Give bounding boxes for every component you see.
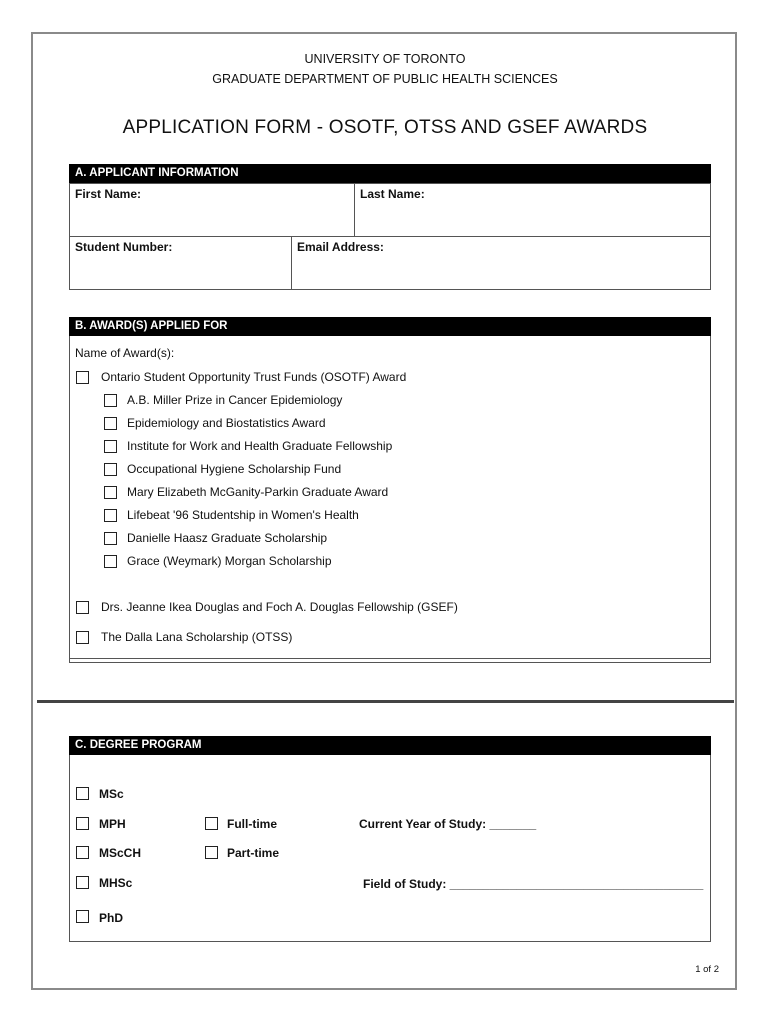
sub-award-checkbox[interactable] xyxy=(104,532,117,545)
awards-intro: Name of Award(s): xyxy=(75,346,175,360)
sub-award-label: A.B. Miller Prize in Cancer Epidemiology xyxy=(127,393,343,407)
student-number-field[interactable]: Student Number: xyxy=(75,240,173,254)
sub-award-label: Mary Elizabeth McGanity-Parkin Graduate Award xyxy=(127,485,389,499)
section-c-heading: C. DEGREE PROGRAM xyxy=(69,736,711,755)
sub-award-checkbox[interactable] xyxy=(104,509,117,522)
full-time-label: Full-time xyxy=(227,817,277,831)
university-name: UNIVERSITY OF TORONTO xyxy=(304,52,466,66)
sub-award-checkbox[interactable] xyxy=(104,555,117,568)
mph-checkbox[interactable] xyxy=(76,817,89,830)
osotf-label: Ontario Student Opportunity Trust Funds (OSOTF) Award xyxy=(101,370,407,384)
sub-award-label: Grace (Weymark) Morgan Scholarship xyxy=(127,554,332,568)
sub-award-checkbox[interactable] xyxy=(104,394,117,407)
degree-box xyxy=(69,755,711,942)
program-label: MPH xyxy=(99,817,126,831)
section-a-heading: A. APPLICANT INFORMATION xyxy=(69,164,711,183)
full-time-checkbox[interactable] xyxy=(205,817,218,830)
mhsc-checkbox[interactable] xyxy=(76,876,89,889)
gsef-label: Drs. Jeanne Ikea Douglas and Foch A. Douglas Fellowship (GSEF) xyxy=(101,600,458,614)
sub-award-label: Institute for Work and Health Graduate Fellowship xyxy=(127,439,393,453)
gsef-checkbox[interactable] xyxy=(76,601,89,614)
awards-bottom-line xyxy=(69,658,711,659)
id-divider xyxy=(291,236,292,290)
mscch-checkbox[interactable] xyxy=(76,846,89,859)
form-title: APPLICATION FORM - OSOTF, OTSS AND GSEF AWARDS xyxy=(122,117,648,138)
sub-award-label: Danielle Haasz Graduate Scholarship xyxy=(127,531,328,545)
first-name-field[interactable]: First Name: xyxy=(75,187,142,201)
department-name: GRADUATE DEPARTMENT OF PUBLIC HEALTH SCIENCES xyxy=(212,72,558,86)
osotf-checkbox[interactable] xyxy=(76,371,89,384)
current-year-field[interactable]: Current Year of Study: _______ xyxy=(359,817,537,831)
sub-award-label: Occupational Hygiene Scholarship Fund xyxy=(127,462,342,476)
applicant-divider xyxy=(69,236,711,237)
sub-award-checkbox[interactable] xyxy=(104,463,117,476)
email-field[interactable]: Email Address: xyxy=(297,240,384,254)
field-of-study-field[interactable]: Field of Study: ______________________________________ xyxy=(363,877,704,891)
sub-award-label: Lifebeat '96 Studentship in Women's Health xyxy=(127,508,359,522)
program-label: PhD xyxy=(99,911,123,925)
section-b-heading: B. AWARD(S) APPLIED FOR xyxy=(69,317,711,336)
part-time-label: Part-time xyxy=(227,846,280,860)
program-label: MHSc xyxy=(99,876,133,890)
program-label: MSc xyxy=(99,787,124,801)
name-divider xyxy=(354,183,355,237)
phd-checkbox[interactable] xyxy=(76,910,89,923)
otss-label: The Dalla Lana Scholarship (OTSS) xyxy=(101,630,293,644)
msc-checkbox[interactable] xyxy=(76,787,89,800)
page-number: 1 of 2 xyxy=(695,964,719,975)
sub-award-label: Epidemiology and Biostatistics Award xyxy=(127,416,326,430)
section-separator xyxy=(37,700,734,703)
sub-award-checkbox[interactable] xyxy=(104,417,117,430)
sub-award-checkbox[interactable] xyxy=(104,440,117,453)
program-label: MScCH xyxy=(99,846,142,860)
sub-award-checkbox[interactable] xyxy=(104,486,117,499)
last-name-field[interactable]: Last Name: xyxy=(360,187,425,201)
part-time-checkbox[interactable] xyxy=(205,846,218,859)
otss-checkbox[interactable] xyxy=(76,631,89,644)
